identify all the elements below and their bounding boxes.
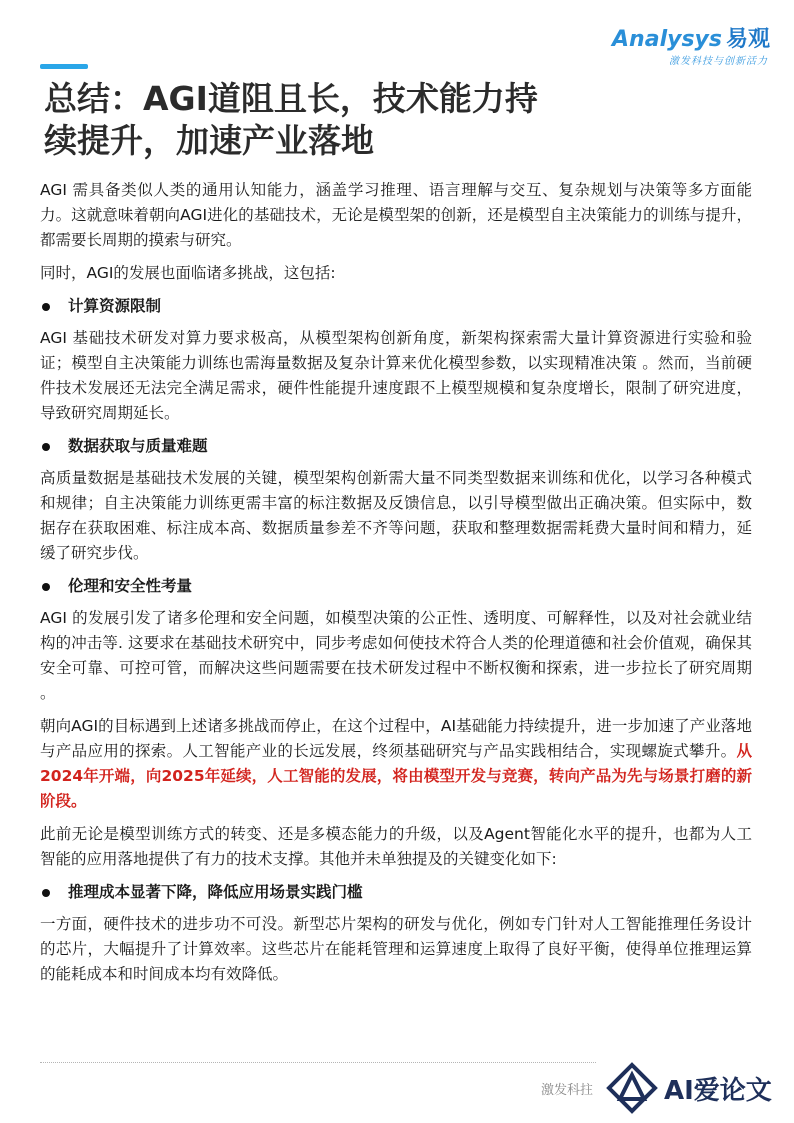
paragraph-challenges-intro: 同时，AGI的发展也面临诸多挑战，这包括: — [40, 264, 336, 282]
logo-wordmark — [612, 22, 770, 53]
bullet-heading-text: 伦理和安全性考量 — [68, 577, 193, 595]
bullet-dot-icon — [42, 583, 50, 591]
page-title — [44, 78, 644, 162]
paragraph-key-changes: 此前无论是模型训练方式的转变、还是多模态能力的升级，以及Agent智能化水平的提升，也都为人工智能的应用落地提供了有力的技术支撑。其他并未单独提及的关键变化如下: — [40, 825, 752, 868]
logo-tagline: 激发科技与创新活力 — [669, 56, 768, 67]
title-line-1: 总结：AGI道阻且长，技术能力持 — [44, 79, 538, 118]
bullet-heading-data — [40, 434, 752, 459]
logo-brand: Analysys — [612, 27, 722, 52]
logo-cn: 易观 — [725, 27, 770, 52]
title-line-2: 续提升，加速产业落地 — [44, 121, 374, 160]
bullet-dot-icon — [42, 889, 50, 897]
bullet-heading-text: 数据获取与质量难题 — [68, 437, 208, 455]
main-content — [40, 178, 752, 995]
bullet-dot-icon — [42, 303, 50, 311]
footer-divider — [40, 1062, 596, 1063]
bullet-heading-text: 计算资源限制 — [68, 297, 162, 315]
paragraph-data: 高质量数据是基础技术发展的关键，模型架构创新需大量不同类型数据来训练和优化，以学习各种模式和规律；自主决策能力训练更需丰富的标注数据及反馈信息，以引导模型做出正确决策。但实际中，数据存在获取困难、标注成本高、数据质量参差不齐等问题，获取和整理数据需耗费大量时间和精力，延缓了研究步伐。 — [40, 469, 752, 562]
paragraph-intro: AGI 需具备类似人类的通用认知能力，涵盖学习推理、语言理解与交互、复杂规划与决策等多方面能力。这就意味着朝向AGI进化的基础技术，无论是模型架的创新，还是模型自主决策能力的训练与提升，都需要长周期的摸索与研究。 — [40, 181, 752, 249]
analysys-logo — [612, 22, 770, 68]
paragraph-compute: AGI 基础技术研发对算力要求极高，从模型架构创新角度，新架构探索需大量计算资源进行实验和验证；模型自主决策能力训练也需海量数据及复杂计算来优化模型参数，以实现精准决策 。然而，当前硬件技术发展还无法完全满足需求，硬件性能提升速度跟不上模型规模和复杂度增长，限制了研究进度，导致研究周期延长。 — [40, 329, 752, 422]
paragraph-progress — [40, 714, 752, 814]
footer-text: 激发科拄 — [541, 1083, 594, 1098]
bullet-heading-text: 推理成本显著下降，降低应用场景实践门槛 — [68, 883, 363, 901]
watermark-text: AI爱论文 — [664, 1075, 772, 1106]
bullet-heading-inference-cost — [40, 880, 752, 905]
title-accent-bar — [40, 64, 88, 69]
bullet-heading-compute — [40, 294, 752, 319]
highlight-text: 从2024年开端，向2025年延续，人工智能的发展，将由模型开发与竞赛，转向产品为先与场景打磨的新阶段。 — [40, 742, 752, 810]
paragraph-ethics: AGI 的发展引发了诸多伦理和安全问题，如模型决策的公正性、透明度、可解释性，以及对社会就业结构的冲击等. 这要求在基础技术研究中，同步考虑如何使技术符合人类的伦理道德和社会价值观，确保其安全可靠、可控可管，而解决这些问题需要在技术研发过程中不断权衡和探索，进一步拉长了研究周期 。 — [40, 609, 752, 702]
bullet-dot-icon — [42, 443, 50, 451]
bullet-heading-ethics — [40, 574, 752, 599]
paragraph-progress-text: 朝向AGI的目标遇到上述诸多挑战而停止，在这个过程中，AI基础能力持续提升，进一步加速了产业落地与产品应用的探索。人工智能产业的长远发展，终须基础研究与产品实践相结合，实现螺旋式攀升。 — [40, 717, 752, 760]
paragraph-hardware: 一方面，硬件技术的进步功不可没。新型芯片架构的研发与优化，例如专门针对人工智能推理任务设计的芯片，大幅提升了计算效率。这些芯片在能耗管理和运算速度上取得了良好平衡，使得单位推理运算的能耗成本和时间成本均有效降低。 — [40, 915, 752, 983]
watermark-diamond-icon — [606, 1062, 658, 1114]
watermark-logo — [606, 1060, 784, 1116]
